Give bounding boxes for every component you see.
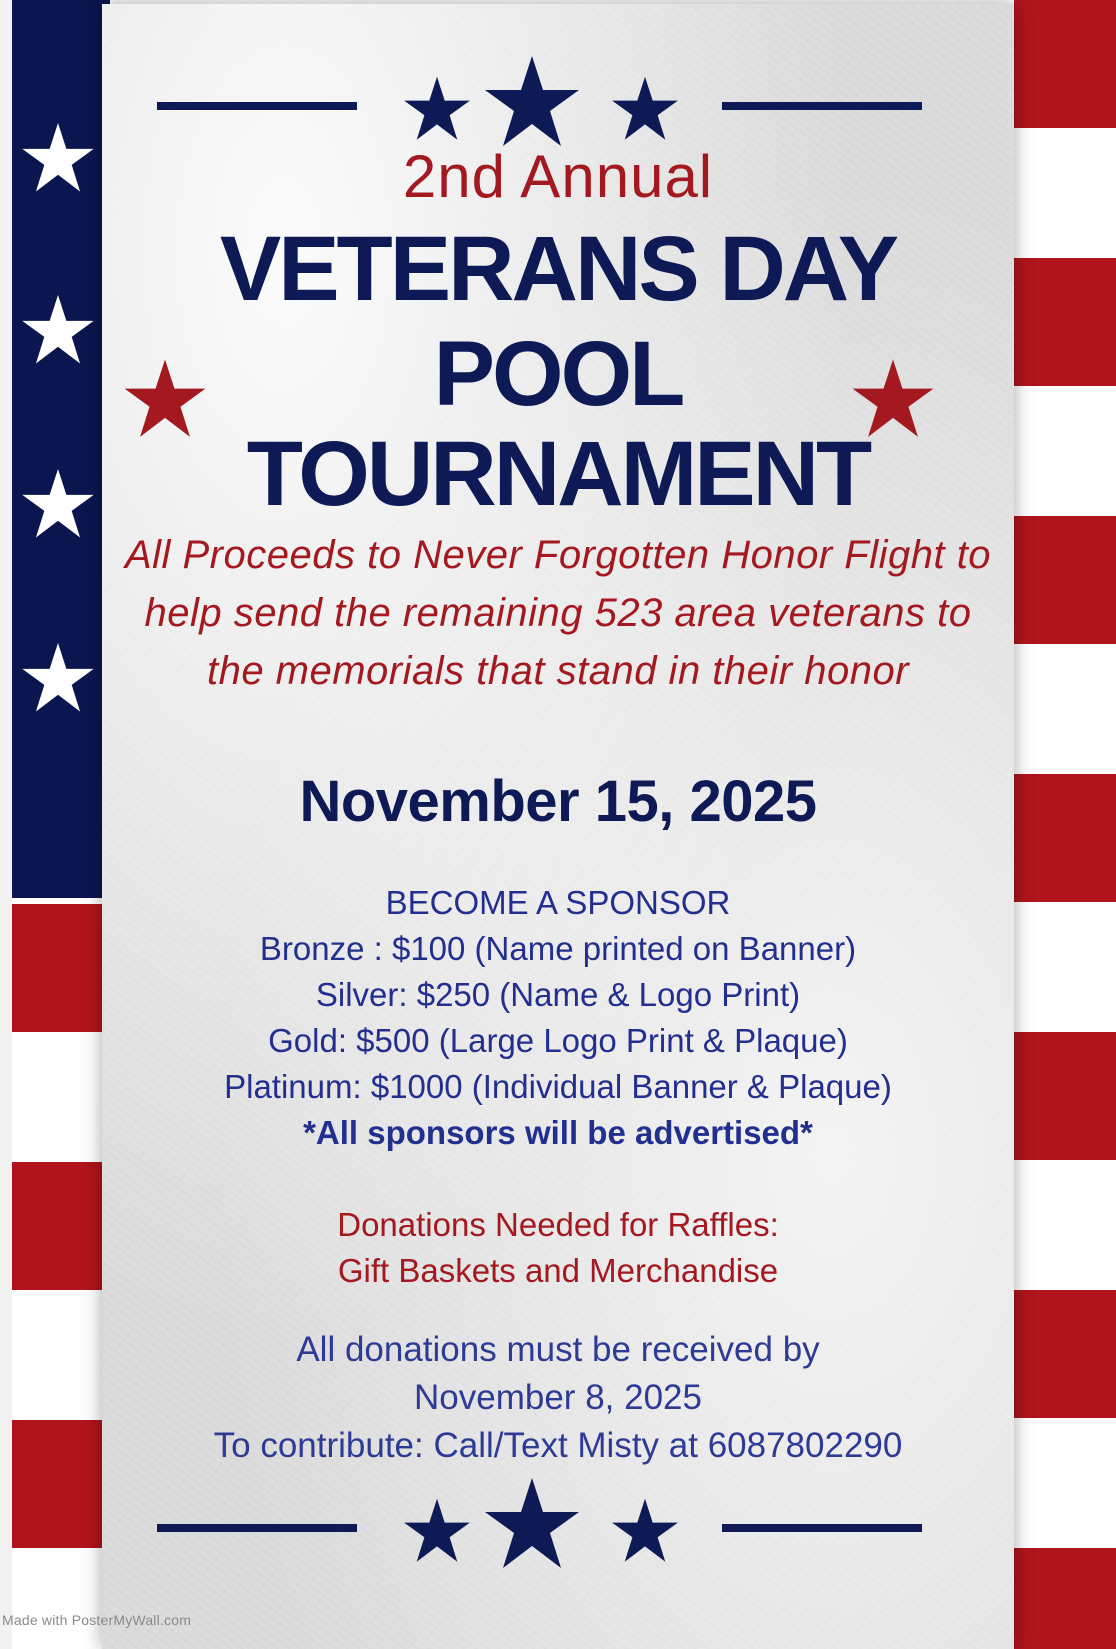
event-title-line: POOL: [433, 323, 683, 425]
star-icon: [404, 77, 470, 140]
star-icon: [612, 1499, 678, 1562]
sponsor-tier: Gold: $500 (Large Logo Print & Plaque): [268, 1022, 848, 1059]
event-title-line: TOURNAMENT: [246, 423, 870, 525]
divider-line: [157, 1524, 357, 1532]
flag-canton: [12, 0, 110, 898]
donation-deadline-date: November 8, 2025: [414, 1378, 702, 1417]
flag-star-icon: [20, 640, 96, 716]
event-title-line: VETERANS DAY: [219, 218, 897, 320]
star-icon: [404, 1499, 470, 1562]
star-icon: [612, 77, 678, 140]
flag-border-left: [0, 0, 110, 1649]
contact-info: To contribute: Call/Text Misty at 6087802290: [213, 1426, 903, 1465]
sponsor-tier: Platinum: $1000 (Individual Banner & Plaque): [224, 1068, 892, 1105]
sponsor-note: *All sponsors will be advertised*: [303, 1114, 813, 1151]
flag-star-icon: [20, 120, 96, 196]
flag-star-icon: [20, 466, 96, 542]
star-icon: [485, 1478, 579, 1568]
divider-line: [157, 102, 357, 110]
event-subtitle: 2nd Annual: [402, 143, 714, 210]
event-date: November 15, 2025: [299, 769, 817, 834]
poster-credit: Made with PosterMyWall.com: [2, 1612, 192, 1628]
flag-star-icon: [20, 292, 96, 368]
sponsor-heading: BECOME A SPONSOR: [385, 884, 731, 921]
proceeds-text: All Proceeds to Never Forgotten Honor Flight to help send the remaining 523 area veterans to the memorials that stand in their honor: [124, 533, 992, 693]
flag-border-right: [1014, 0, 1116, 1649]
divider-line: [722, 1524, 922, 1532]
sponsor-tier: Bronze : $100 (Name printed on Banner): [259, 930, 857, 967]
donation-deadline-label: All donations must be received by: [296, 1330, 820, 1369]
poster: [102, 4, 1014, 1649]
bottom-divider: [102, 1472, 1014, 1582]
flag-edge: [0, 0, 12, 1649]
divider-line: [722, 102, 922, 110]
sponsor-tier: Silver: $250 (Name & Logo Print): [315, 976, 801, 1013]
star-icon: [485, 56, 579, 146]
raffle-items: Gift Baskets and Merchandise: [337, 1252, 779, 1289]
raffle-heading: Donations Needed for Raffles:: [337, 1206, 779, 1243]
